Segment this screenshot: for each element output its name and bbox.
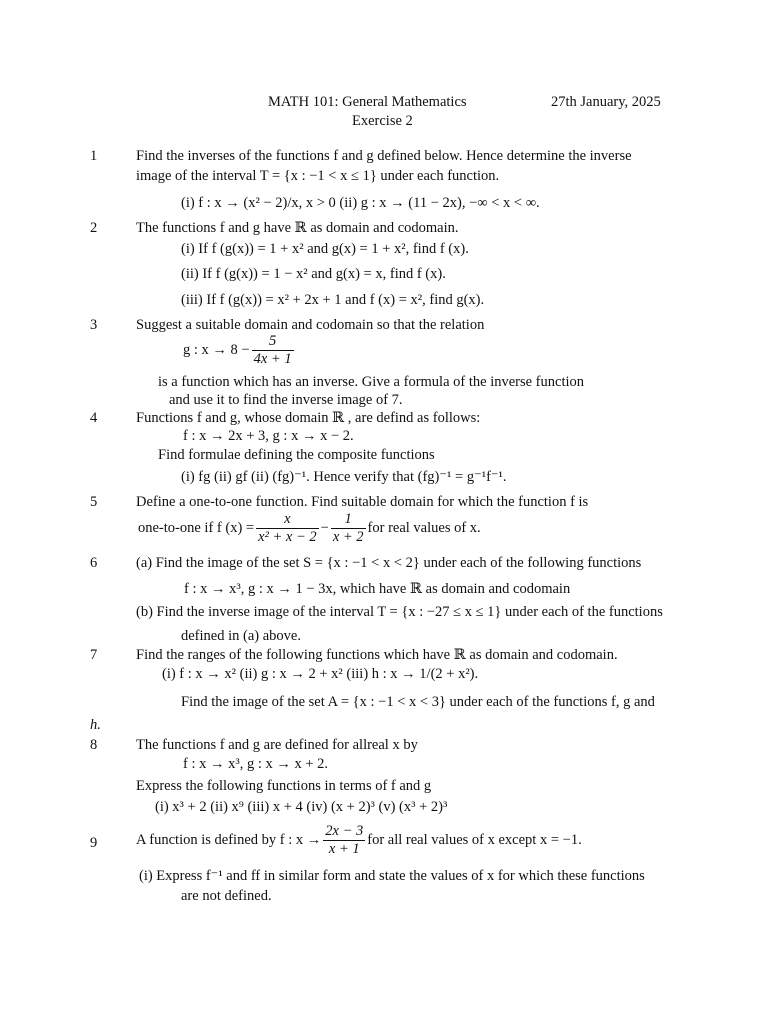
q5-suffix: for real values of x. <box>367 519 481 536</box>
question-number-5: 5 <box>90 494 98 510</box>
question-number-8: 8 <box>90 737 98 753</box>
q3-fraction <box>252 333 294 368</box>
q4-line-1: Functions f and g, whose domain ℝ , are defind as follows: <box>136 410 481 426</box>
q5-denominator-1: x² + x − 2 <box>258 529 317 545</box>
q3-line-3: is a function which has an inverse. Give a formula of the inverse function <box>158 374 585 390</box>
q9-line-3: are not defined. <box>181 888 272 904</box>
q4-line-4: (i) fg (ii) gf (ii) (fg)⁻¹. Hence verify that (fg)⁻¹ = g⁻¹f⁻¹. <box>181 469 507 485</box>
q5-minus: − <box>320 519 329 536</box>
q2-line-3: (ii) If f (g(x)) = 1 − x² and g(x) = x, find f (x). <box>181 266 446 282</box>
q2-line-1: The functions f and g have ℝ as domain and codomain. <box>136 220 459 236</box>
q3-line-4: and use it to find the inverse image of 7. <box>169 392 403 408</box>
q5-numerator-1: x <box>256 511 319 529</box>
q1-line-3: (i) f : x → (x² − 2)/x, x > 0 (ii) g : x → (11 − 2x), −∞ < x < ∞. <box>181 195 540 211</box>
q9-denominator: x + 1 <box>328 841 360 857</box>
q5-fraction-2 <box>331 511 366 546</box>
q3-denominator: 4x + 1 <box>253 351 292 367</box>
question-number-3: 3 <box>90 317 98 333</box>
q2-line-4: (iii) If f (g(x)) = x² + 2x + 1 and f (x) = x², find g(x). <box>181 292 485 308</box>
q6-line-2: f : x → x³, g : x → 1 − 3x, which have ℝ as domain and codomain <box>184 581 571 597</box>
q5-denominator-2: x + 2 <box>332 529 364 545</box>
q5-fraction-1 <box>256 511 319 546</box>
q7-line-4: h. <box>90 717 101 733</box>
q5-prefix: one-to-one if f (x) = <box>138 519 255 536</box>
q4-line-3: Find formulae defining the composite functions <box>158 447 435 463</box>
q7-line-2: (i) f : x → x² (ii) g : x → 2 + x² (iii) h : x → 1/(2 + x²). <box>162 666 479 682</box>
header-date: 27th January, 2025 <box>551 94 661 110</box>
q3-line-1: Suggest a suitable domain and codomain so that the relation <box>136 317 485 333</box>
question-number-1: 1 <box>90 148 98 164</box>
q8-line-1: The functions f and g are defined for allreal x by <box>136 737 418 753</box>
question-number-9: 9 <box>90 835 98 851</box>
q6-line-3: (b) Find the inverse image of the interval T = {x : −27 ≤ x ≤ 1} under each of the functions <box>136 604 663 620</box>
q8-line-3: Express the following functions in terms of f and g <box>136 778 432 794</box>
q7-line-3: Find the image of the set A = {x : −1 < x < 3} under each of the functions f, g and <box>181 694 655 710</box>
q8-line-2: f : x → x³, g : x → x + 2. <box>183 756 329 772</box>
q6-line-4: defined in (a) above. <box>181 628 301 644</box>
q4-line-2: f : x → 2x + 3, g : x → x − 2. <box>183 428 354 444</box>
q9-fraction <box>323 823 365 858</box>
q8-line-4: (i) x³ + 2 (ii) x⁹ (iii) x + 4 (iv) (x + 2)³ (v) (x³ + 2)³ <box>155 799 448 815</box>
q3-formula-lhs: g : x → 8 − <box>183 341 250 358</box>
q3-numerator: 5 <box>252 333 294 351</box>
q9-formula <box>136 823 582 858</box>
q7-line-1: Find the ranges of the following functions which have ℝ as domain and codomain. <box>136 647 618 663</box>
q5-formula <box>138 511 481 546</box>
q9-prefix: A function is defined by f : x → <box>136 831 322 848</box>
question-number-4: 4 <box>90 410 98 426</box>
q9-numerator: 2x − 3 <box>325 823 364 839</box>
q2-line-2: (i) If f (g(x)) = 1 + x² and g(x) = 1 + x², find f (x). <box>181 241 469 257</box>
exercise-title: Exercise 2 <box>352 113 413 129</box>
q6-line-1: (a) Find the image of the set S = {x : −1 < x < 2} under each of the following functions <box>136 555 642 571</box>
question-number-2: 2 <box>90 220 98 236</box>
q9-line-2: (i) Express f⁻¹ and ff in similar form and state the values of x for which these functions <box>139 868 645 884</box>
q5-line-1: Define a one-to-one function. Find suitable domain for which the function f is <box>136 494 589 510</box>
q1-line-2: image of the interval T = {x : −1 < x ≤ 1} under each function. <box>136 168 500 184</box>
question-number-6: 6 <box>90 555 98 571</box>
question-number-7: 7 <box>90 647 98 663</box>
course-title: MATH 101: General Mathematics <box>268 94 467 110</box>
q5-numerator-2: 1 <box>331 511 366 529</box>
q3-formula <box>183 333 296 368</box>
q1-line-1: Find the inverses of the functions f and g defined below. Hence determine the inverse <box>136 148 632 164</box>
q9-suffix: for all real values of x except x = −1. <box>367 831 582 848</box>
